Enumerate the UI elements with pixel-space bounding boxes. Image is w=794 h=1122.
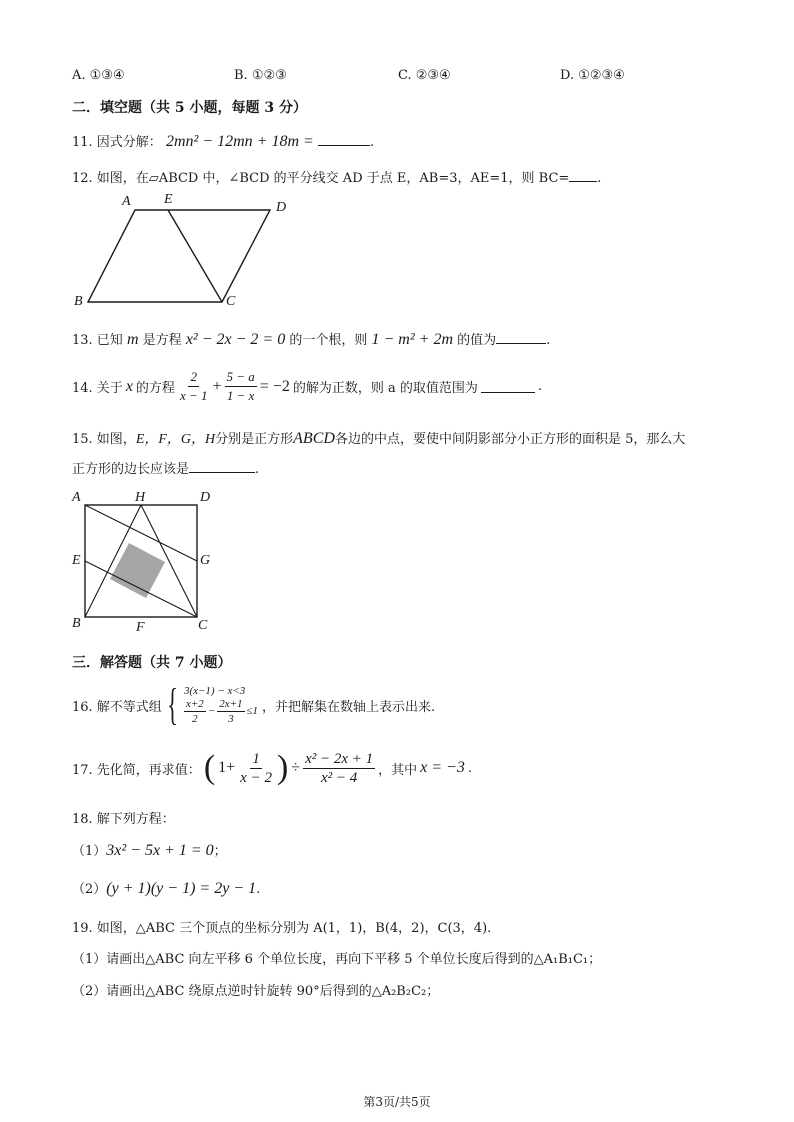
q16-fa-num: x+2: [185, 697, 204, 710]
q17-period: .: [467, 760, 472, 776]
q18-equation-1: 3x² − 5x + 1 = 0: [106, 842, 214, 859]
q16-fb-den: 3: [228, 712, 234, 725]
question-14: [72, 368, 542, 405]
q13-text2: 的一个根，则: [289, 333, 368, 348]
q15-prefix: 15. 如图，: [72, 432, 136, 447]
q11-answer-blank: [318, 133, 370, 146]
label-g: G: [200, 553, 211, 568]
q12-period: .: [597, 171, 602, 186]
option-b: B. ①②③: [234, 68, 287, 83]
label-c: C: [226, 294, 236, 309]
q17-prefix: 17. 先化简，再求值：: [72, 762, 201, 778]
question-13: [72, 329, 550, 349]
section-3-heading: 三．解答题（共 7 小题）: [72, 655, 232, 671]
question-16: [72, 677, 435, 733]
question-15-line2: [72, 458, 259, 477]
parallelogram-figure: [70, 192, 300, 312]
q17-f2-den: x² − 4: [320, 769, 358, 786]
question-15-line1: [72, 428, 685, 448]
label-e: E: [72, 553, 81, 568]
q18-p2-end: .: [256, 882, 261, 897]
q13-equation: x² − 2x − 2 = 0: [185, 331, 286, 348]
q14-f1-denominator: x − 1: [179, 388, 208, 403]
q14-period: .: [537, 379, 542, 394]
label-d: D: [276, 200, 287, 215]
q14-prefix: 14. 关于: [72, 381, 123, 396]
q14-answer-blank: [481, 380, 535, 393]
q17-f2-num: x² − 2x + 1: [305, 750, 374, 767]
question-12: [72, 167, 601, 186]
q16-frac-b: [217, 697, 244, 726]
q17-paren-open: (: [203, 749, 216, 786]
q17-one-plus: 1+: [218, 759, 236, 776]
q15-answer-blank: [189, 460, 255, 473]
q18-p1-end: ；: [213, 844, 227, 859]
q16-fb-num: 2x+1: [219, 697, 243, 710]
q18-p2-label: （2）: [72, 882, 107, 897]
q17-text: ，其中: [378, 762, 418, 778]
label-e: E: [164, 192, 173, 207]
q14-rhs: = −2: [259, 377, 290, 395]
q14-var-x: x: [125, 377, 133, 395]
q13-text3: 的值为: [457, 333, 497, 348]
q12-text: 12. 如图，在▱ABCD 中，∠BCD 的平分线交 AD 于点 E，AB=3，AE=1，则 BC=: [72, 171, 570, 186]
q15-square-name: ABCD: [293, 430, 335, 447]
q13-prefix: 13. 已知: [72, 333, 123, 348]
q14-f2-denominator: 1 − x: [226, 388, 255, 403]
label-d: D: [200, 490, 211, 505]
question-18-part2: [72, 878, 260, 898]
q16-brace: {: [167, 680, 178, 729]
label-h: H: [135, 490, 146, 505]
q17-paren-close: ): [276, 749, 289, 786]
q12-answer-blank: [569, 169, 597, 182]
q16-frac-a: [184, 697, 206, 726]
q15-text2: 各边的中点，要使中间阴影部分小正方形的面积是 5，那么大: [334, 432, 686, 447]
option-d: D. ①②③④: [560, 68, 625, 83]
q14-text2: 的解为正数，则 a 的取值范围为: [292, 381, 478, 396]
q14-fraction-1: [178, 368, 210, 405]
q17-f1-num: 1: [252, 750, 260, 767]
q14-text: 的方程: [135, 381, 175, 396]
q14-plus: +: [212, 377, 222, 395]
q11-period: .: [369, 135, 375, 150]
label-a: A: [72, 490, 81, 505]
q16-system: [184, 685, 258, 726]
q14-f2-numerator: 5 − a: [225, 368, 257, 387]
label-b: B: [72, 616, 81, 631]
q15-text: 分别是正方形: [215, 432, 294, 447]
q15-points: E，F，G，H: [135, 432, 216, 447]
q16-prefix: 16. 解不等式组: [72, 699, 162, 715]
square-figure: [70, 490, 220, 640]
page-footer: 第3页/共5页: [363, 1095, 431, 1109]
question-17: [72, 745, 472, 791]
q13-answer-blank: [496, 331, 546, 344]
q13-expression: 1 − m² + 2m: [371, 331, 453, 348]
label-c: C: [198, 618, 208, 633]
question-11: [72, 131, 374, 151]
q11-expression: 2mn² − 12mn + 18m =: [165, 133, 314, 150]
option-c: C. ②③④: [398, 68, 451, 83]
q16-row2-tail: ≤1: [246, 705, 259, 717]
option-a: A. ①③④: [72, 68, 125, 83]
q16-text: ，并把解集在数轴上表示出来.: [262, 699, 436, 715]
question-19: 19. 如图，△ABC 三个顶点的坐标分别为 A(1，1)，B(4，2)，C(3，4).: [72, 921, 492, 936]
section-2-heading: 二．填空题（共 5 小题，每题 3 分）: [72, 100, 307, 116]
q17-divide: ÷: [291, 759, 301, 776]
q18-p1-label: （1）: [72, 844, 107, 859]
question-18-title: 18. 解下列方程：: [72, 812, 175, 827]
q13-text: 是方程: [142, 333, 182, 348]
q13-var-m: m: [126, 331, 139, 348]
q15-text3: 正方形的边长应该是: [72, 462, 190, 477]
q18-equation-2: (y + 1)(y − 1) = 2y − 1: [106, 880, 257, 897]
q17-fraction-1: [238, 750, 274, 787]
q16-row2: $\frac{x+2}{2}$ − $\frac{2x+1}{3}$ ≤1: [185, 697, 259, 725]
q16-row1: 3(x−1) − x<3: [183, 684, 246, 697]
q17-condition: x = −3: [420, 759, 465, 776]
q16-fa-den: 2: [192, 712, 198, 725]
q17-fraction-2: [303, 750, 375, 787]
q14-f1-numerator: 2: [188, 368, 199, 387]
question-19-part2: （2）请画出△ABC 绕原点逆时针旋转 90°后得到的△A₂B₂C₂；: [72, 984, 440, 999]
label-f: F: [136, 620, 145, 635]
parallelogram-drawing: [70, 192, 300, 312]
label-a: A: [122, 194, 131, 209]
q14-fraction-2: [225, 368, 257, 405]
question-18-part1: [72, 840, 227, 860]
question-19-part1: （1）请画出△ABC 向左平移 6 个单位长度，再向下平移 5 个单位长度后得到的△A₁B₁C₁；: [72, 952, 602, 967]
q15-period: .: [255, 462, 260, 477]
q17-f1-den: x − 2: [240, 769, 272, 786]
q13-period: .: [546, 333, 551, 348]
q11-prefix: 11. 因式分解：: [72, 135, 162, 150]
label-b: B: [74, 294, 83, 309]
